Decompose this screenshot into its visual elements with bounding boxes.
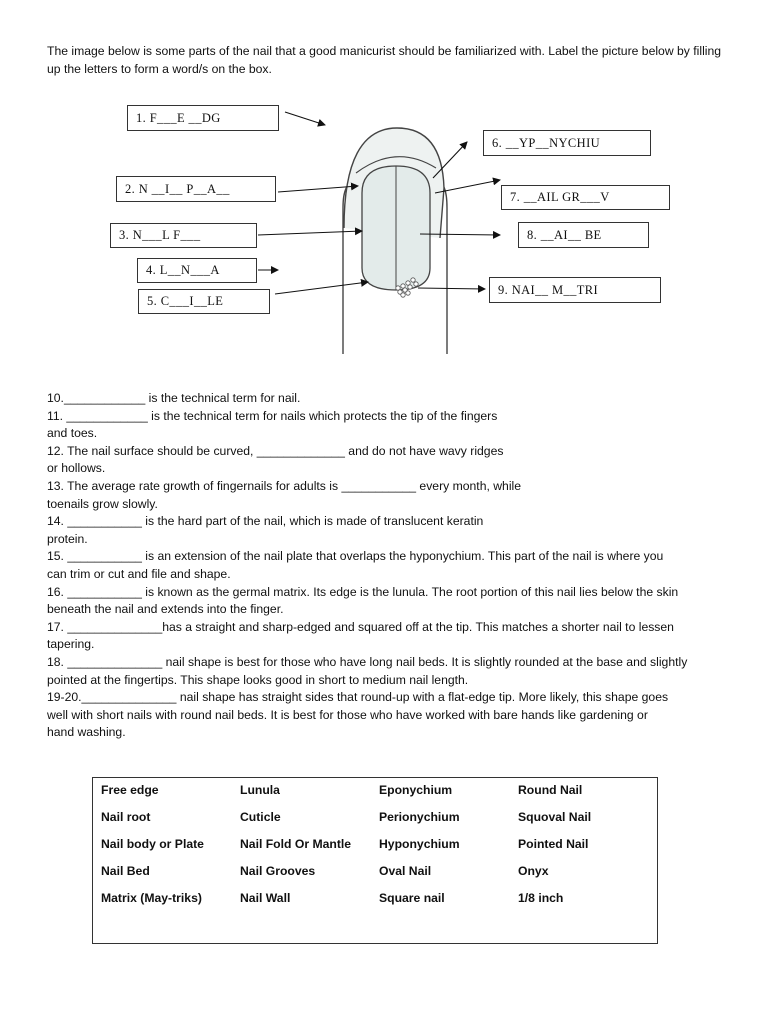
nail-diagram — [100, 98, 700, 368]
question-line: 16. ___________ is known as the germal matrix. Its edge is the lunula. The root portion of this nail lies below the skin — [47, 584, 679, 599]
word-bank-item: Round Nail — [518, 783, 583, 797]
word-bank-item: Square nail — [379, 891, 445, 905]
word-bank-item: 1/8 inch — [518, 891, 564, 905]
question-line: well with short nails with round nail beds. It is best for those who have worked with bare hands like gardening or — [47, 707, 648, 722]
word-bank-item: Onyx — [518, 864, 549, 878]
diagram-label-5: 5. C___I__LE — [138, 289, 270, 314]
question-line: toenails grow slowly. — [47, 496, 158, 511]
diagram-label-4: 4. L__N___A — [137, 258, 257, 283]
word-bank-item: Cuticle — [240, 810, 281, 824]
questions-section — [47, 390, 737, 742]
word-bank-item: Nail root — [101, 810, 151, 824]
diagram-label-3: 3. N___L F___ — [110, 223, 257, 248]
instructions-text: The image below is some parts of the nail that a good manicurist should be familiarized with. Label the picture below by filling up the letters to form a word/s on the box. — [47, 44, 722, 76]
word-bank-item: Nail body or Plate — [101, 837, 204, 851]
question-line: 17. ______________has a straight and sharp-edged and squared off at the tip. This matches a shorter nail to lessen — [47, 619, 674, 634]
question-line: pointed at the fingertips. This shape looks good in short to medium nail length. — [47, 672, 469, 687]
question-line: 11. ____________ is the technical term for nails which protects the tip of the fingers — [47, 408, 498, 423]
word-bank-item: Free edge — [101, 783, 159, 797]
diagram-label-6: 6. __YP__NYCHIU — [483, 130, 651, 156]
word-bank-box — [92, 777, 658, 944]
word-bank-item: Perionychium — [379, 810, 460, 824]
word-bank-item: Hyponychium — [379, 837, 460, 851]
question-line: 13. The average rate growth of fingernails for adults is ___________ every month, while — [47, 478, 522, 493]
word-bank-item: Matrix (May-triks) — [101, 891, 202, 905]
word-bank-item: Lunula — [240, 783, 280, 797]
question-line: or hollows. — [47, 461, 106, 476]
question-line: protein. — [47, 531, 88, 546]
word-bank-item: Nail Grooves — [240, 864, 316, 878]
diagram-label-9: 9. NAI__ M__TRI — [489, 277, 661, 303]
word-bank-item: Nail Wall — [240, 891, 291, 905]
diagram-label-2: 2. N __I__ P__A__ — [116, 176, 276, 202]
word-bank-item: Eponychium — [379, 783, 453, 797]
word-bank-item: Nail Fold Or Mantle — [240, 837, 352, 851]
question-line: and toes. — [47, 426, 98, 441]
word-bank-item: Squoval Nail — [518, 810, 592, 824]
question-line: beneath the nail and extends into the finger. — [47, 602, 284, 617]
word-bank-item: Oval Nail — [379, 864, 432, 878]
question-line: 18. ______________ nail shape is best for those who have long nail beds. It is slightly rounded at the base and slightly — [47, 654, 688, 669]
question-line: 10.____________ is the technical term for nail. — [47, 391, 301, 405]
question-line: 12. The nail surface should be curved, _____________ and do not have wavy ridges — [47, 443, 504, 458]
question-line: can trim or cut and file and shape. — [47, 566, 231, 581]
question-line: 14. ___________ is the hard part of the nail, which is made of translucent keratin — [47, 514, 484, 529]
diagram-label-1: 1. F___E __DG — [127, 105, 279, 131]
question-line: tapering. — [47, 637, 95, 652]
question-line: 19-20.______________ nail shape has straight sides that round-up with a flat-edge tip. More likely, this shape goes — [47, 690, 669, 705]
question-line: hand washing. — [47, 725, 126, 740]
question-line: 15. ___________ is an extension of the nail plate that overlaps the hyponychium. This part of the nail is where you — [47, 549, 664, 564]
diagram-label-8: 8. __AI__ BE — [518, 222, 649, 248]
word-bank-item: Pointed Nail — [518, 837, 589, 851]
diagram-label-7: 7. __AIL GR___V — [501, 185, 670, 210]
word-bank-item: Nail Bed — [101, 864, 150, 878]
